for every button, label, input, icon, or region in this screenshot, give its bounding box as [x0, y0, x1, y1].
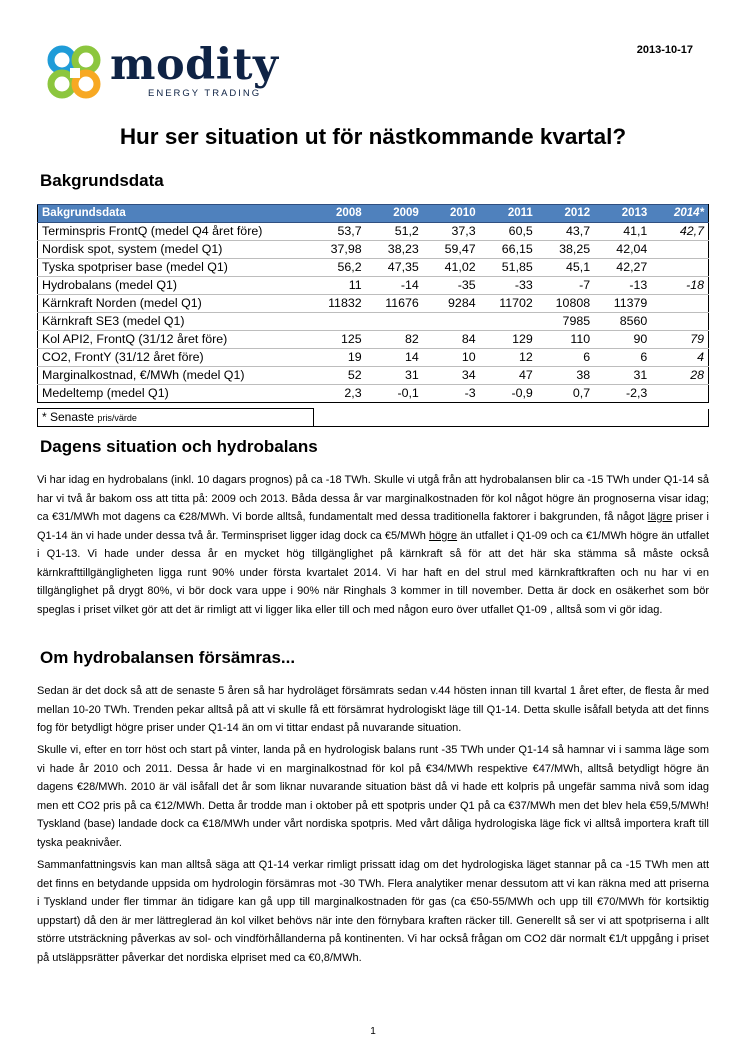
value-cell: [651, 313, 708, 331]
value-cell: 43,7: [537, 223, 594, 241]
table-row: [38, 259, 709, 277]
page-title: Hur ser situation ut för nästkommande kvartal?: [119, 124, 627, 149]
value-cell: 11379: [594, 295, 651, 313]
value-cell: 34: [423, 367, 480, 385]
value-cell: [651, 241, 708, 259]
value-cell: [651, 295, 708, 313]
value-cell: 9284: [423, 295, 480, 313]
header-cell-year: 2010: [423, 205, 480, 223]
table-header-row: [38, 205, 709, 223]
value-cell: 41,1: [594, 223, 651, 241]
value-cell: 38: [537, 367, 594, 385]
value-cell: 42,04: [594, 241, 651, 259]
section-heading-background: Bakgrundsdata: [40, 171, 164, 190]
section-heading-hydro-worsens: Om hydrobalansen försämras...: [40, 648, 296, 667]
value-cell: -18: [651, 277, 708, 295]
value-cell: 10: [423, 349, 480, 367]
value-cell: 12: [480, 349, 537, 367]
value-cell: [366, 313, 423, 331]
table-footnote: [37, 408, 709, 427]
logo-tagline: ENERGY TRADING: [148, 88, 262, 99]
value-cell: 41,02: [423, 259, 480, 277]
value-cell: 51,85: [480, 259, 537, 277]
value-cell: 37,98: [308, 241, 365, 259]
value-cell: 90: [594, 331, 651, 349]
value-cell: [480, 313, 537, 331]
value-cell: 11702: [480, 295, 537, 313]
header-cell-label: Bakgrundsdata: [38, 205, 309, 223]
value-cell: -0,9: [480, 385, 537, 403]
value-cell: 42,7: [651, 223, 708, 241]
row-label-cell: Kärnkraft SE3 (medel Q1): [38, 313, 309, 331]
value-cell: 6: [594, 349, 651, 367]
table-row: [38, 295, 709, 313]
footnote-cell: [38, 409, 314, 427]
row-label-cell: Nordisk spot, system (medel Q1): [38, 241, 309, 259]
logo-wordmark: modity: [110, 40, 279, 90]
value-cell: 0,7: [537, 385, 594, 403]
value-cell: 110: [537, 331, 594, 349]
p1-text-c: än utfallet i Q1-09 och ca €1/MWh högre än utfallet i Q1-13. Vi hade under dessa år en mycket hög tillgänglighet på kärnkraft så för att det här ska stämma så måste också kärnkrafttillgängligheten ligga runt 90% under första kvartalet 2014. Vi har haft en del strul med kärnkraftkraften och nu har vi en tillgänglighet på drygt 80%, vi bör dock vara uppe i 90% när Ringhals 3 kommer in till november. Detta är dock en osäkerhet som bör speglas i priset vilket gör att det är rimligt att vi ligger lika eller till och med någon euro över utfallet Q1-09 , alltså som vi gör idag.: [37, 529, 709, 616]
value-cell: 19: [308, 349, 365, 367]
header-cell-year: 2011: [480, 205, 537, 223]
value-cell: 47: [480, 367, 537, 385]
value-cell: 8560: [594, 313, 651, 331]
value-cell: 2,3: [308, 385, 365, 403]
header-cell-year: 2013: [594, 205, 651, 223]
table-row: [38, 277, 709, 295]
value-cell: -7: [537, 277, 594, 295]
page-number: 1: [370, 1026, 376, 1037]
value-cell: 59,47: [423, 241, 480, 259]
value-cell: 45,1: [537, 259, 594, 277]
value-cell: 10808: [537, 295, 594, 313]
value-cell: 7985: [537, 313, 594, 331]
row-label-cell: Hydrobalans (medel Q1): [38, 277, 309, 295]
value-cell: -0,1: [366, 385, 423, 403]
table-row: [38, 223, 709, 241]
value-cell: -3: [423, 385, 480, 403]
value-cell: 28: [651, 367, 708, 385]
value-cell: 60,5: [480, 223, 537, 241]
paragraph-hydro-trend: Sedan är det dock så att de senaste 5 åren så har hydroläget försämrats sedan v.44 hösten innan till kvartal 1 året efter, de flesta år med mellan 10-20 TWh. Trenden pekar alltså på att vi skulle få ett försämrat hydrologiskt läge till Q1-14. Detta skulle isåfall betyda att det finns fog för betydligt högre priser under Q1-14 än om vi tittar endast på nuvarande situation.: [37, 685, 709, 734]
value-cell: 37,3: [423, 223, 480, 241]
header-cell-year: 2008: [308, 205, 365, 223]
value-cell: -35: [423, 277, 480, 295]
value-cell: [308, 313, 365, 331]
row-label-cell: Kärnkraft Norden (medel Q1): [38, 295, 309, 313]
header-cell-year: 2009: [366, 205, 423, 223]
table-row: [38, 367, 709, 385]
document-date: 2013-10-17: [636, 44, 693, 56]
row-label-cell: Terminspris FrontQ (medel Q4 året före): [38, 223, 309, 241]
value-cell: 6: [537, 349, 594, 367]
value-cell: 84: [423, 331, 480, 349]
section-heading-current-situation: Dagens situation och hydrobalans: [40, 437, 318, 456]
value-cell: 38,23: [366, 241, 423, 259]
value-cell: 129: [480, 331, 537, 349]
value-cell: 31: [366, 367, 423, 385]
table-row: [38, 241, 709, 259]
value-cell: [423, 313, 480, 331]
p1-underlined-lower: lägre: [647, 511, 673, 523]
row-label-cell: Tyska spotpriser base (medel Q1): [38, 259, 309, 277]
value-cell: 47,35: [366, 259, 423, 277]
value-cell: 79: [651, 331, 708, 349]
value-cell: -2,3: [594, 385, 651, 403]
table-row: [38, 331, 709, 349]
value-cell: 51,2: [366, 223, 423, 241]
value-cell: 11: [308, 277, 365, 295]
paragraph-dry-scenario: Skulle vi, efter en torr höst och start på vinter, landa på en hydrologisk balans runt -35 TWh under Q1-14 så hamnar vi i samma läge som vi hade år 2010 och 2011. Dessa år hade vi en marginalkostnad för kol på €34/MWh respektive €47/MWh, alltså betydligt högre än dagens €28/MWh. 2010 är väl isåfall det år som liknar nuvarande situation bäst då vi hade ett kolpris på ungefär samma nivå som idag men ett CO2 pris på ca €12/MWh. Detta år trodde man i oktober på ett spotpris under Q1 på ca €37/MWh men det blev hela €59,5/MWh! Tyskland (base) landade dock ca €18/MWh under vårt nordiska spotpris. Med vårt dåliga hydrologiska läge fick vi alltså importera kraft till tyska peaknivåer.: [37, 744, 709, 849]
value-cell: 125: [308, 331, 365, 349]
p1-underlined-higher: högre: [428, 529, 458, 542]
value-cell: 31: [594, 367, 651, 385]
modity-flower-icon: [44, 42, 106, 104]
row-label-cell: Marginalkostnad, €/MWh (medel Q1): [38, 367, 309, 385]
value-cell: 14: [366, 349, 423, 367]
paragraph-current-situation: [37, 471, 709, 619]
footnote-small-text: pris/värde: [97, 413, 137, 423]
footnote-text: * Senaste: [42, 410, 98, 424]
value-cell: -14: [366, 277, 423, 295]
paragraph-summary: Sammanfattningsvis kan man alltså säga att Q1-14 verkar rimligt prissatt idag om det hydrologiska läget stannar på ca -15 TWh men att det finns en betydande uppsida om hydrologin försämras mot -30 TWh. Flera analytiker menar dessutom att vi kan räkna med att priserna i Tyskland under fler timmar än tidigare kan gå upp till marginalkostnaden för gas (ca €50-55/MWh och upp till €70/MWh för kortsiktig uppstart) då den är mer lättreglerad än kol vilket behövs när inte den förnybara kraften räcker till. Generellt så ser vi att spotpriserna i allt större utsträckning påverkas av sol- och vindförhållanderna på kontinenten. Vi har också frågan om CO2 där normalt €1/t uppgång i priset på utsläppsrätter påverkar det nordiska elpriset med ca €0,8/MWh.: [37, 859, 709, 964]
row-label-cell: Medeltemp (medel Q1): [38, 385, 309, 403]
footnote-empty-cell: [314, 409, 709, 427]
table-row: [38, 313, 709, 331]
background-data-table: [37, 204, 709, 403]
value-cell: -13: [594, 277, 651, 295]
value-cell: 11832: [308, 295, 365, 313]
value-cell: [651, 385, 708, 403]
table-row: [38, 349, 709, 367]
value-cell: 82: [366, 331, 423, 349]
value-cell: 53,7: [308, 223, 365, 241]
p1-text-b: priser i Q1-14 än vi hade under dessa två år. Terminspriset ligger idag dock ca €5/MWh: [37, 511, 710, 542]
header-cell-year: 2012: [537, 205, 594, 223]
value-cell: 11676: [366, 295, 423, 313]
value-cell: -33: [480, 277, 537, 295]
value-cell: 56,2: [308, 259, 365, 277]
value-cell: 66,15: [480, 241, 537, 259]
company-logo: [44, 42, 284, 104]
table-row: [38, 385, 709, 403]
row-label-cell: Kol API2, FrontQ (31/12 året före): [38, 331, 309, 349]
row-label-cell: CO2, FrontY (31/12 året före): [38, 349, 309, 367]
value-cell: 42,27: [594, 259, 651, 277]
p1-text-a: Vi har idag en hydrobalans (inkl. 10 dagars prognos) på ca -18 TWh. Skulle vi utgå från att hydrobalansen blir ca -15 TWh under Q1-14 så har vi två år bakom oss att titta på: 2009 och 2013. Båda dessa år var marginalkostnaden för kol något högre än prognoserna visar idag; ca €31/MWh mot dagens ca €28/MWh. Vi borde alltså, fundamentalt med dessa traditionella faktorer i bakgrunden, få något: [37, 474, 709, 523]
value-cell: 4: [651, 349, 708, 367]
header-cell-year: 2014*: [651, 205, 708, 223]
value-cell: 52: [308, 367, 365, 385]
value-cell: 38,25: [537, 241, 594, 259]
value-cell: [651, 259, 708, 277]
